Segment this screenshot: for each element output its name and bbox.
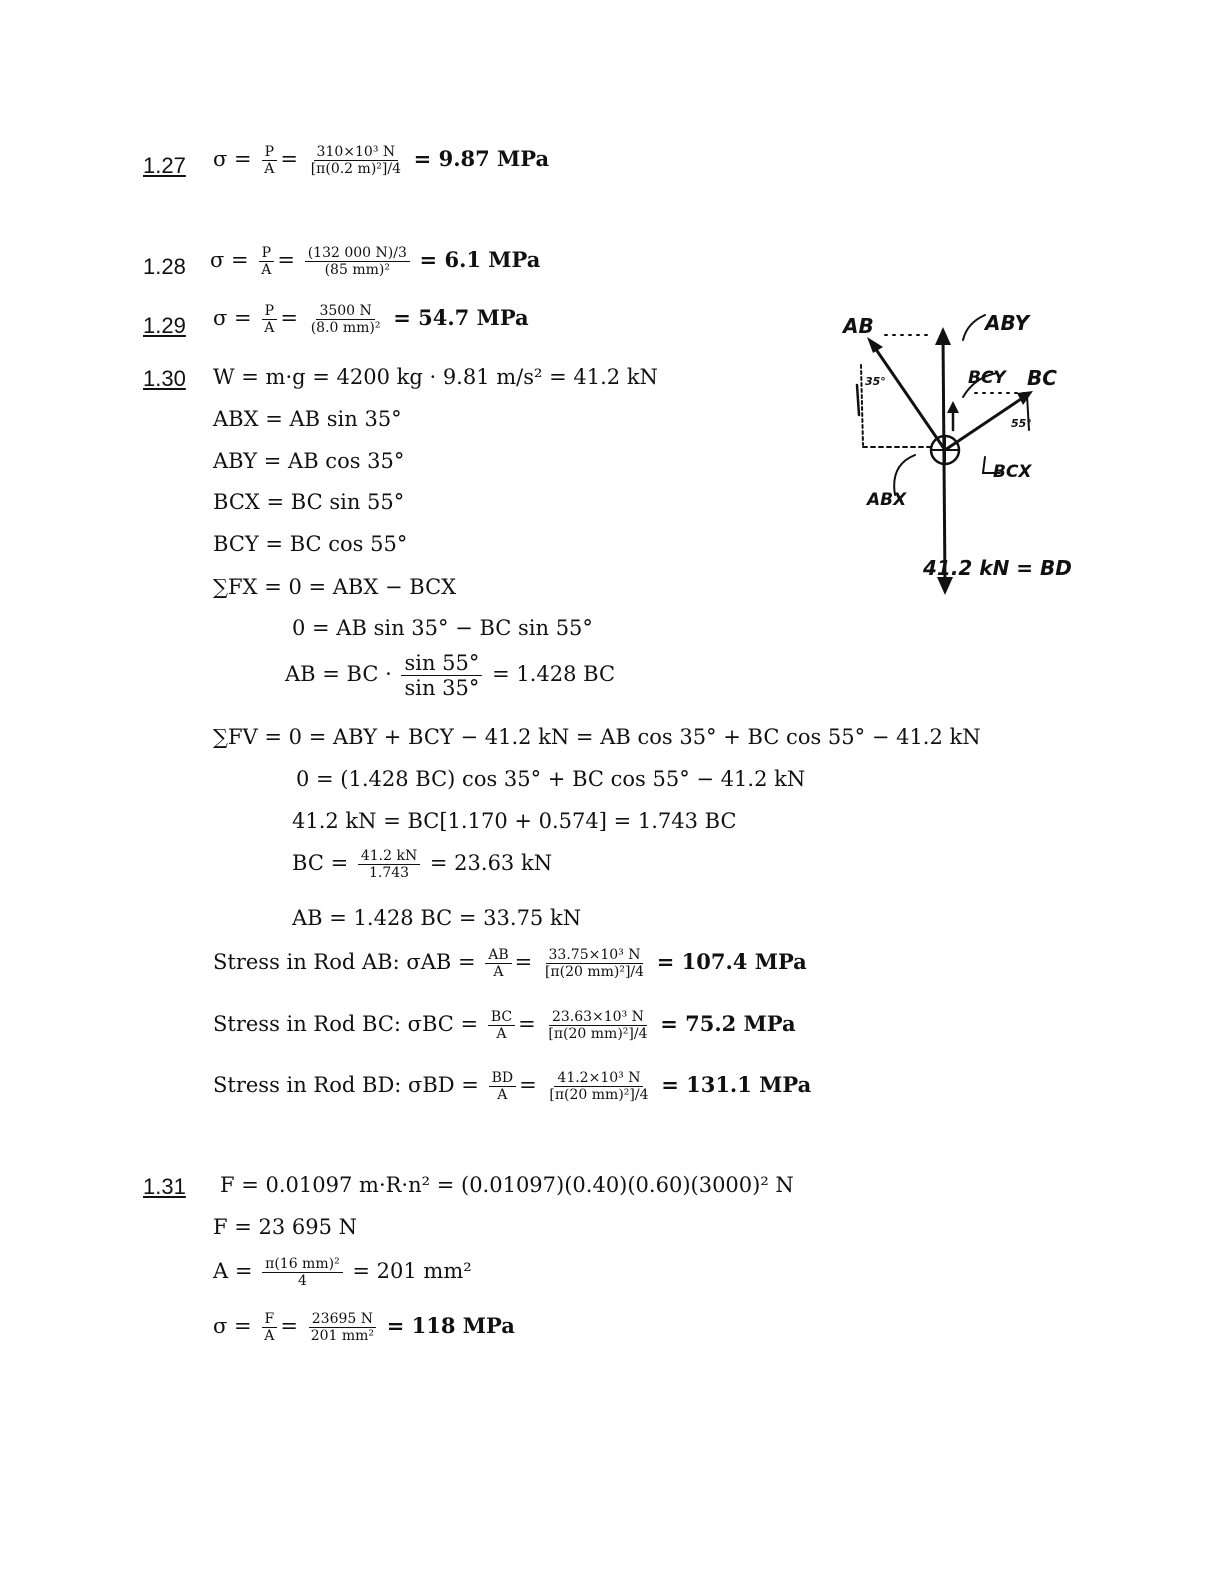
- numerator: 23695 N: [309, 1311, 376, 1328]
- weight-equation: W = m·g = 4200 kg · 9.81 m/s² = 41.2 kN: [213, 365, 658, 389]
- result: = 118 MPa: [386, 1313, 515, 1339]
- denominator: sin 35°: [404, 676, 480, 701]
- stress-equation-1-31: σ = $\frac{F}{A}$ = $\frac{23695 N}{\text{201 mm²}}$ = 118 MPa: [213, 1311, 515, 1345]
- lhs: σ =: [213, 1314, 252, 1339]
- denominator: [π(20 mm)²]/4: [548, 1026, 648, 1043]
- stress-rod-ab: Stress in Rod AB: σAB = $\frac{AB}{A}$ = $\frac{\text{33.75×10³ N}}{\text{[π(20 mm)²]/4}}$ = 107.4 MPa: [213, 947, 807, 981]
- label: Stress in Rod AB: σAB =: [213, 950, 476, 975]
- label: Stress in Rod BD: σBD =: [213, 1073, 479, 1098]
- rhs: = 201 mm²: [352, 1259, 472, 1284]
- force-value-equation: F = 23 695 N: [213, 1215, 358, 1239]
- numerator: 41.2 kN: [358, 848, 420, 865]
- lhs: BC =: [292, 851, 349, 876]
- rhs: = 23.63 kN: [429, 851, 553, 876]
- fraction-p-over-a: [258, 245, 274, 278]
- denominator: A: [493, 964, 504, 981]
- fraction-f-over-a: [261, 1311, 277, 1344]
- numerator: AB: [485, 947, 511, 964]
- fraction-force-over-area: [488, 1009, 515, 1042]
- area-equation: [213, 1256, 472, 1289]
- abx-pointer: [894, 455, 915, 495]
- problem-number-1-30: 1.30: [143, 366, 186, 391]
- numerator: 41.2×10³ N: [554, 1070, 643, 1087]
- result: = 54.7 MPa: [393, 305, 529, 331]
- aby-arrowhead: [935, 327, 951, 345]
- centrifugal-force-equation: F = 0.01097 m·R·n² = (0.01097)(0.40)(0.60)(3000)² N: [220, 1173, 794, 1197]
- rhs: = 1.428 BC: [492, 662, 616, 687]
- fraction-value: [542, 947, 647, 980]
- sum-fv-equation: ∑FV = 0 = ABY + BCY − 41.2 kN = AB cos 35° + BC cos 55° − 41.2 kN: [213, 725, 981, 749]
- sine-ratio-fraction: [401, 651, 482, 700]
- denominator: 1.743: [368, 865, 410, 882]
- denominator: A: [496, 1026, 507, 1043]
- abx-equation: ABX = AB sin 35°: [213, 407, 402, 431]
- denominator: [π(20 mm)²]/4: [544, 964, 645, 981]
- numerator: π(16 mm)²: [262, 1256, 343, 1273]
- stress-rod-bd: Stress in Rod BD: σBD = $\frac{BD}{A}$ = $\frac{\text{41.2×10³ N}}{\text{[π(20 mm)²]/4}}$ = 131.1 MPa: [213, 1070, 812, 1104]
- numerator: BD: [489, 1070, 517, 1087]
- equilibrium-x-equation: 0 = AB sin 35° − BC sin 55°: [292, 616, 593, 640]
- result: = 75.2 MPa: [660, 1011, 796, 1037]
- numerator: P: [262, 303, 277, 320]
- numerator: P: [259, 245, 274, 262]
- equation-1-29: σ = $\frac{P}{A}$ = $\frac{3500 N}{\text{(8.0 mm)²}}$ = 54.7 MPa: [213, 303, 529, 337]
- label-bcy: BCY: [968, 368, 1006, 388]
- numerator: 3500 N: [316, 303, 374, 320]
- equation-1-27: σ = $\frac{P}{A}$ = $\frac{\text{310×10³ N}}{\text{[π(0.2 m)²]/4}}$ = 9.87 MPa: [213, 144, 550, 178]
- sum-fx-equation: ∑FX = 0 = ABX − BCX: [213, 575, 457, 599]
- numerator: P: [262, 144, 277, 161]
- ab-rod-line: [873, 345, 945, 450]
- equation-1-28: σ = $\frac{P}{A}$ = $\frac{(132 000 N)/3}{\text{(85 mm)²}}$ = 6.1 MPa: [210, 245, 541, 279]
- bcx-equation: BCX = BC sin 55°: [213, 490, 405, 514]
- label-load: 41.2 kN = BD: [923, 556, 1072, 580]
- fraction-value: [308, 303, 384, 336]
- bc-fraction: [358, 848, 420, 881]
- numerator: 310×10³ N: [314, 144, 399, 161]
- area-fraction: [262, 1256, 343, 1289]
- lhs: A =: [213, 1259, 253, 1284]
- bcy-equation: BCY = BC cos 55°: [213, 532, 408, 556]
- fraction-force-over-area: [489, 1070, 517, 1103]
- fraction-value: [305, 245, 410, 278]
- bc-value-equation: [292, 848, 552, 881]
- bc-arrowhead: [1017, 391, 1033, 405]
- label-angle-55: 55°: [1011, 417, 1032, 430]
- ab-bc-ratio-equation: [285, 651, 615, 700]
- fraction-p-over-a: [261, 303, 277, 336]
- problem-number-1-31: 1.31: [143, 1174, 186, 1199]
- label: Stress in Rod BC: σBC =: [213, 1012, 479, 1037]
- fraction-force-over-area: [485, 947, 511, 980]
- lhs: AB = BC ·: [285, 662, 392, 687]
- lhs: σ =: [210, 248, 249, 273]
- angle-reference-tick: [857, 385, 859, 415]
- denominator: (8.0 mm)²: [310, 320, 381, 337]
- lhs: σ =: [213, 147, 252, 172]
- numerator: (132 000 N)/3: [305, 245, 410, 262]
- numerator: sin 55°: [401, 651, 482, 676]
- result: = 9.87 MPa: [413, 146, 550, 172]
- problem-number-1-29: 1.29: [143, 313, 186, 338]
- denominator: A: [497, 1087, 508, 1104]
- numerator: 23.63×10³ N: [549, 1009, 647, 1026]
- bc-solve-equation: 41.2 kN = BC[1.170 + 0.574] = 1.743 BC: [292, 809, 737, 833]
- fraction-value: [308, 1311, 377, 1344]
- free-body-diagram: [835, 305, 1095, 595]
- numerator: 33.75×10³ N: [546, 947, 644, 964]
- ab-arrowhead: [867, 337, 883, 353]
- aby-pointer: [963, 315, 985, 340]
- aby-equation: ABY = AB cos 35°: [213, 449, 405, 473]
- denominator: A: [264, 320, 275, 337]
- denominator: (85 mm)²: [324, 262, 390, 279]
- equilibrium-y-equation: 0 = (1.428 BC) cos 35° + BC cos 55° − 41.2 kN: [296, 767, 806, 791]
- problem-number-1-27: 1.27: [143, 153, 186, 178]
- result: = 107.4 MPa: [656, 949, 807, 975]
- label-abx: ABX: [867, 490, 907, 510]
- label-ab: AB: [843, 314, 874, 338]
- denominator: [π(20 mm)²]/4: [549, 1087, 649, 1104]
- fraction-value: [545, 1009, 650, 1042]
- label-bc: BC: [1027, 366, 1057, 390]
- fraction-value: [546, 1070, 651, 1103]
- lhs: σ =: [213, 306, 252, 331]
- label-aby: ABY: [985, 311, 1030, 335]
- denominator: A: [264, 161, 275, 178]
- problem-number-1-28: 1.28: [143, 254, 186, 279]
- left-reference-line: [861, 365, 863, 445]
- bcy-arrowhead: [947, 401, 959, 413]
- denominator: A: [264, 1328, 275, 1345]
- label-angle-35: 35°: [865, 375, 886, 388]
- stress-rod-bc: Stress in Rod BC: σBC = $\frac{BC}{A}$ = $\frac{\text{23.63×10³ N}}{\text{[π(20 mm)²]/4}}$ = 75.2 MPa: [213, 1009, 796, 1043]
- denominator: A: [261, 262, 272, 279]
- result: = 131.1 MPa: [661, 1072, 812, 1098]
- numerator: BC: [488, 1009, 515, 1026]
- fraction-value: [308, 144, 404, 177]
- denominator: [π(0.2 m)²]/4: [310, 161, 401, 178]
- denominator: 4: [297, 1273, 307, 1290]
- numerator: F: [262, 1311, 278, 1328]
- ab-value-equation: AB = 1.428 BC = 33.75 kN: [292, 906, 582, 930]
- result: = 6.1 MPa: [419, 247, 541, 273]
- fraction-p-over-a: [261, 144, 277, 177]
- label-bcx: BCX: [993, 462, 1032, 482]
- denominator: 201 mm²: [310, 1328, 375, 1345]
